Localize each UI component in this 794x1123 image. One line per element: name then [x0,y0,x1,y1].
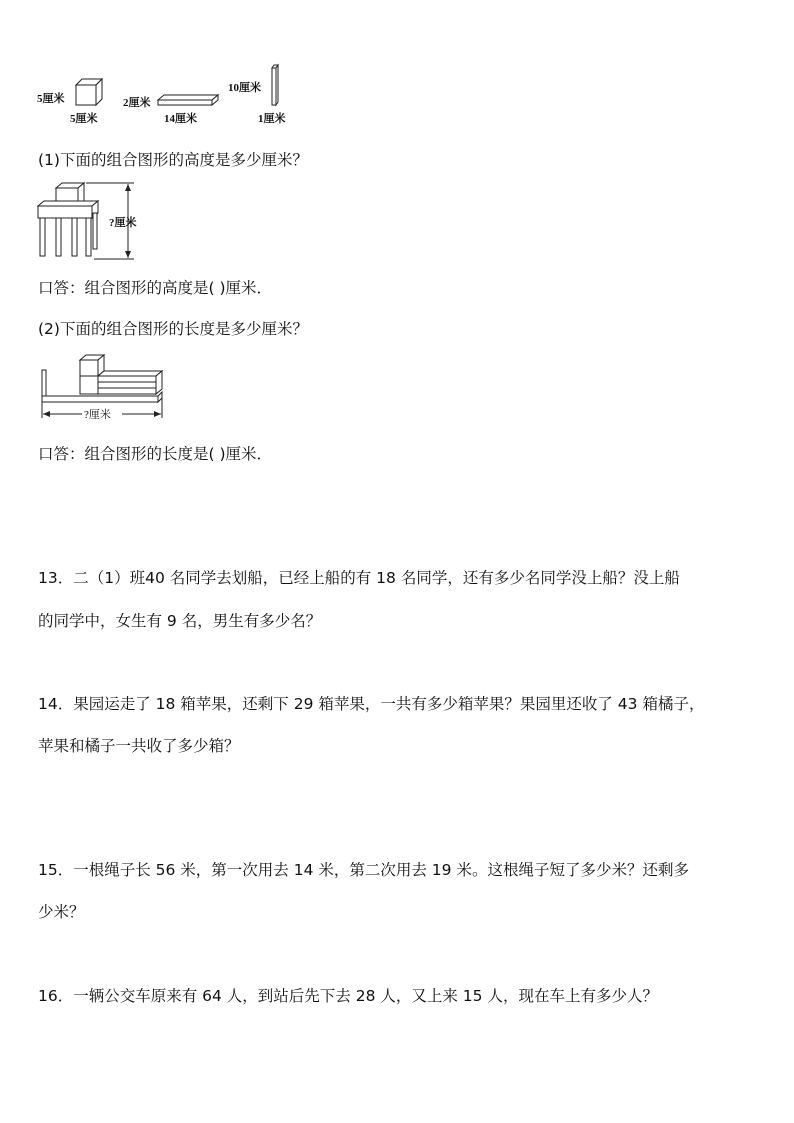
cube-bottom-label: 5厘米 [70,113,98,125]
part1-answer: 口答：组合图形的高度是( )厘米． [38,279,273,297]
question-15-line2: 少米？ [38,903,85,921]
question-16-line1: 16．一辆公交车原来有 64 人，到站后先下去 28 人，又上来 15 人，现在车上有多少人？ [38,987,658,1005]
table-height-label: ?厘米 [109,217,137,229]
question-15-line1: 15．一根绳子长 56 米，第一次用去 14 米，第二次用去 19 米。这根绳子短了多少米？还剩多 [38,861,689,879]
question-13-line1: 13．二（1）班40 名同学去划船，已经上船的有 18 名同学，还有多少名同学没上船？没上船 [38,569,680,587]
board-side-label: 2厘米 [123,97,151,109]
question-14-line2: 苹果和橘子一共收了多少箱？ [38,737,240,755]
question-13-line2: 的同学中，女生有 9 名，男生有多少名？ [38,612,322,630]
question-14-line1: 14．果园运走了 18 箱苹果，还剩下 29 箱苹果，一共有多少箱苹果？果园里还收了 43 箱橘子， [38,695,705,713]
board-bottom-label: 14厘米 [164,113,197,125]
stick-side-label: 10厘米 [228,82,261,94]
blocks-figure [30,60,310,130]
part1-question: (1)下面的组合图形的高度是多少厘米？ [38,151,308,169]
cube-drawing [76,79,102,105]
part2-question: (2)下面的组合图形的长度是多少厘米？ [38,320,308,338]
length-label: ?厘米 [84,409,111,421]
board-drawing [158,95,218,105]
stick-drawing [272,65,278,105]
length-figure [34,352,174,424]
table-figure [34,182,164,262]
part2-answer: 口答：组合图形的长度是( )厘米． [38,445,273,463]
cube-side-label: 5厘米 [37,93,65,105]
stick-bottom-label: 1厘米 [258,113,286,125]
